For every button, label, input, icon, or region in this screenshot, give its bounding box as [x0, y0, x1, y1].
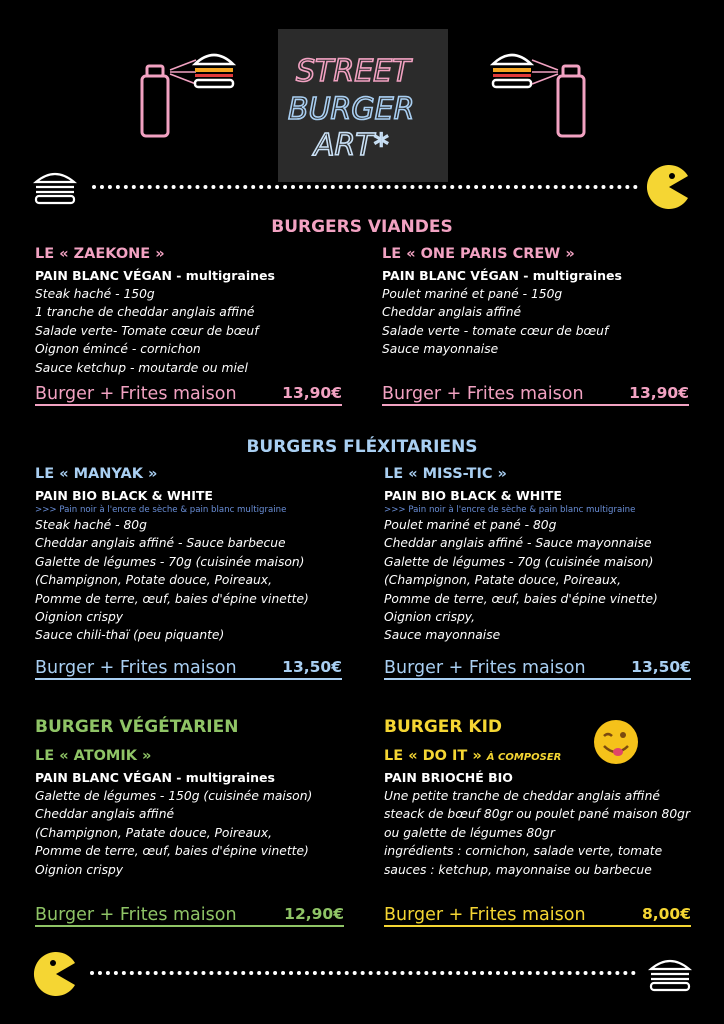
- item-bread: PAIN BIO BLACK & WHITE: [35, 488, 213, 503]
- section-title-vegetarien: BURGER VÉGÉTARIEN: [35, 717, 239, 737]
- item-bread: PAIN BLANC VÉGAN - multigraines: [35, 268, 275, 283]
- item-name: LE « MANYAK »: [35, 466, 158, 482]
- item-bread: PAIN BLANC VÉGAN - multigraines: [35, 770, 275, 785]
- item-name: LE « ATOMIK »: [35, 748, 152, 764]
- logo-line-2: BURGER: [288, 92, 415, 127]
- section-title-kid: BURGER KID: [384, 717, 503, 737]
- pacman-icon: [646, 164, 692, 210]
- price-label: Burger + Frites maison: [35, 905, 237, 925]
- price-row: [35, 382, 342, 406]
- logo-line-1: STREET: [296, 54, 411, 89]
- item-name: LE « ZAEKONE »: [35, 246, 165, 262]
- price-label: Burger + Frites maison: [384, 905, 586, 925]
- spray-can-icon: [554, 62, 590, 138]
- item-composer-tag: À COMPOSER: [486, 752, 562, 763]
- item-note: >>> Pain noir à l'encre de sèche & pain blanc multigraine: [35, 505, 287, 515]
- price-label: Burger + Frites maison: [35, 384, 237, 404]
- logo-line-3: ART*: [314, 128, 389, 163]
- item-ingredients: Poulet mariné et pané - 150g Cheddar anglais affiné Salade verte - tomate cœur de bœuf Sauce mayonnaise: [382, 287, 609, 357]
- price-row: [35, 656, 342, 680]
- item-bread: PAIN BLANC VÉGAN - multigraines: [382, 268, 622, 283]
- price-row: [35, 903, 344, 927]
- price: 13,50€: [282, 658, 342, 676]
- price: 8,00€: [641, 905, 691, 923]
- price: 13,90€: [629, 384, 689, 402]
- item-ingredients: Une petite tranche de cheddar anglais affiné steack de bœuf 80gr ou poulet pané maison 80gr ou galette de légumes 80gr ingrédients : cornichon, salade verte, tomate sauces : ketchup, mayonnaise ou barbecue: [384, 789, 691, 877]
- price: 13,90€: [282, 384, 342, 402]
- menu-item-manyak: [35, 466, 347, 645]
- price-label: Burger + Frites maison: [382, 384, 584, 404]
- menu-item-miss-tic: [384, 466, 696, 645]
- item-ingredients: Steak haché - 150g 1 tranche de cheddar anglais affiné Salade verte- Tomate cœur de bœuf Oignon émincé - cornichon Sauce ketchup - moutarde ou miel: [35, 287, 259, 375]
- price-row: [384, 903, 691, 927]
- logo: [278, 29, 448, 182]
- price-row: [382, 382, 689, 406]
- item-bread: PAIN BIO BLACK & WHITE: [384, 488, 562, 503]
- item-name: LE « MISS-TIC »: [384, 466, 507, 482]
- price-row: [384, 656, 691, 680]
- neon-burger-icon: [192, 50, 236, 90]
- menu-item-do-it: [384, 748, 696, 879]
- item-name: LE « ONE PARIS CREW »: [382, 246, 575, 262]
- dotted-divider: [92, 185, 638, 189]
- section-title-viandes: BURGERS VIANDES: [271, 217, 453, 237]
- price-label: Burger + Frites maison: [35, 658, 237, 678]
- item-ingredients: Steak haché - 80g Cheddar anglais affiné - Sauce barbecue Galette de légumes - 70g (cuisinée maison) (Champignon, Potate douce, Poireaux, Pomme de terre, œuf, baies d'épine vinette) Oignion crispy Sauce chili-thaï (peu piquante): [35, 518, 309, 643]
- item-bread: PAIN BRIOCHÉ BIO: [384, 770, 513, 785]
- item-name: LE « DO IT » À COMPOSER: [384, 748, 562, 764]
- menu-item-zaekone: [35, 246, 347, 377]
- menu-item-one-paris-crew: [382, 246, 694, 359]
- neon-burger-icon: [490, 50, 534, 90]
- item-ingredients: Galette de légumes - 150g (cuisinée maison) Cheddar anglais affiné (Champignon, Patate douce, Poireaux, Pomme de terre, œuf, baies d'épine vinette) Oignion crispy: [35, 789, 313, 877]
- dotted-divider: [90, 971, 636, 975]
- menu-item-atomik: [35, 748, 347, 879]
- price: 12,90€: [284, 905, 344, 923]
- item-ingredients: Poulet mariné et pané - 80g Cheddar anglais affiné - Sauce mayonnaise Galette de légumes - 70g (cuisinée maison) (Champignon, Patate douce, Poireaux, Pomme de terre, œuf, baies d'épine vinette) Oignion crispy, Sauce mayonnaise: [384, 518, 658, 643]
- pacman-icon: [33, 951, 79, 997]
- price: 13,50€: [631, 658, 691, 676]
- section-title-flexitariens: BURGERS FLÉXITARIENS: [246, 437, 478, 457]
- item-note: >>> Pain noir à l'encre de sèche & pain blanc multigraine: [384, 505, 636, 515]
- burger-outline-icon: [648, 955, 692, 993]
- burger-outline-icon: [33, 168, 77, 206]
- price-label: Burger + Frites maison: [384, 658, 586, 678]
